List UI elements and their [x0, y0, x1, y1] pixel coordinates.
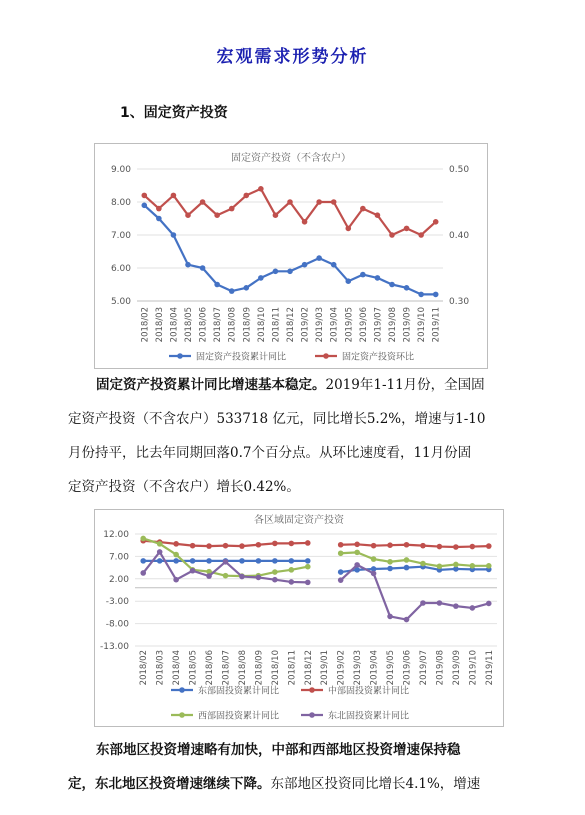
data-point — [173, 558, 179, 564]
y-tick-label: 12.00 — [103, 530, 129, 540]
chart-title: 固定资产投资（不含农户） — [231, 153, 351, 164]
data-point — [433, 219, 439, 225]
legend-marker — [179, 712, 185, 718]
x-tick-label: 2019/02 — [300, 307, 311, 343]
legend-label: 东北固投资累计同比 — [328, 711, 410, 722]
data-point — [157, 541, 163, 547]
y-tick-label: -13.00 — [99, 642, 129, 652]
data-point — [256, 575, 262, 581]
data-point — [404, 226, 410, 232]
data-point — [345, 226, 351, 232]
data-point — [387, 542, 393, 548]
legend-label: 固定资产投资累计同比 — [196, 352, 287, 363]
data-point — [331, 199, 337, 205]
data-point — [157, 558, 163, 564]
x-tick-label: 2019/06 — [402, 650, 413, 686]
data-point — [229, 288, 235, 294]
page-title: 宏观需求形势分析 — [216, 47, 369, 67]
data-point — [200, 265, 206, 271]
data-point — [272, 569, 278, 575]
x-tick-label: 2019/03 — [315, 307, 326, 343]
data-point — [420, 600, 426, 606]
x-tick-label: 2018/04 — [169, 307, 180, 343]
x-tick-label: 2018/03 — [154, 307, 165, 343]
data-point — [287, 199, 293, 205]
data-point — [171, 193, 177, 199]
data-point — [256, 542, 262, 548]
series-line-1 — [144, 205, 435, 294]
data-point — [157, 549, 163, 555]
legend-marker — [179, 687, 185, 693]
x-tick-label: 2019/06 — [358, 307, 369, 343]
data-point — [354, 550, 360, 556]
data-point — [433, 292, 439, 298]
data-point — [273, 212, 279, 218]
data-point — [354, 542, 360, 548]
data-point — [371, 543, 377, 549]
chart-regional-investment — [94, 509, 504, 727]
data-point — [404, 542, 410, 548]
x-tick-label: 2018/05 — [188, 650, 199, 686]
paragraph-1 — [68, 368, 528, 504]
data-point — [486, 601, 492, 607]
y2-tick-label: 0.30 — [449, 297, 470, 307]
para1-line2: 定资产投资（不含农户）533718 亿元，同比增长5.2%，增速与1-10 — [68, 411, 486, 427]
data-point — [331, 262, 337, 268]
x-tick-label: 2019/05 — [386, 650, 397, 686]
data-point — [190, 543, 196, 549]
data-point — [470, 605, 476, 611]
data-point — [486, 563, 492, 569]
x-tick-label: 2019/04 — [329, 307, 340, 343]
x-tick-label: 2018/06 — [205, 650, 216, 686]
y2-tick-label: 0.40 — [449, 231, 470, 241]
data-point — [243, 193, 249, 199]
data-point — [156, 206, 162, 212]
chart2-svg — [95, 510, 503, 726]
x-tick-label: 2019/11 — [431, 307, 442, 343]
data-point — [214, 212, 220, 218]
data-point — [387, 614, 393, 620]
data-point — [214, 282, 220, 288]
data-point — [360, 272, 366, 278]
data-point — [206, 573, 212, 579]
data-point — [453, 562, 459, 568]
data-point — [289, 579, 295, 585]
data-point — [338, 550, 344, 556]
data-point — [404, 285, 410, 291]
x-tick-label: 2019/02 — [336, 650, 347, 686]
data-point — [437, 600, 443, 606]
y-tick-label: -3.00 — [105, 597, 129, 608]
data-point — [206, 558, 212, 564]
y-tick-label: 6.00 — [110, 264, 131, 274]
x-tick-label: 2018/03 — [155, 650, 166, 686]
data-point — [173, 541, 179, 547]
data-point — [305, 580, 311, 586]
x-tick-label: 2018/05 — [184, 307, 194, 343]
legend-label: 西部固投资累计同比 — [198, 711, 280, 722]
data-point — [453, 603, 459, 609]
data-point — [243, 285, 249, 291]
x-tick-label: 2019/10 — [468, 650, 479, 686]
x-tick-label: 2019/09 — [451, 650, 462, 686]
data-point — [190, 568, 196, 574]
x-tick-label: 2018/12 — [286, 307, 296, 343]
data-point — [272, 558, 278, 564]
x-tick-label: 2019/07 — [373, 307, 384, 343]
data-point — [171, 232, 177, 238]
x-tick-label: 2018/10 — [256, 307, 267, 343]
data-point — [338, 542, 344, 548]
data-point — [239, 543, 245, 549]
x-tick-label: 2018/09 — [242, 307, 253, 343]
y-tick-label: 9.00 — [110, 165, 131, 175]
paragraph-2 — [68, 733, 528, 801]
data-point — [470, 563, 476, 569]
data-point — [185, 212, 191, 218]
data-point — [185, 262, 191, 268]
para1-line1: 2019年1-11月份，全国固 — [325, 377, 485, 393]
x-tick-label: 2019/07 — [418, 650, 429, 686]
chart-fixed-asset-investment — [94, 143, 488, 369]
x-tick-label: 2018/11 — [271, 307, 282, 343]
y-tick-label: 7.00 — [110, 231, 131, 241]
legend-marker — [177, 353, 183, 359]
x-tick-label: 2018/06 — [198, 307, 209, 343]
legend-marker — [323, 353, 329, 359]
data-point — [375, 212, 381, 218]
data-point — [272, 577, 278, 583]
section-heading: 1、固定资产投资 — [120, 105, 228, 121]
data-point — [420, 561, 426, 567]
data-point — [418, 232, 424, 238]
data-point — [140, 570, 146, 576]
data-point — [289, 558, 295, 564]
data-point — [404, 617, 410, 623]
data-point — [141, 193, 147, 199]
x-tick-label: 2018/02 — [140, 307, 151, 343]
y-tick-label: 8.00 — [110, 198, 131, 208]
x-tick-label: 2019/11 — [484, 650, 495, 686]
data-point — [302, 262, 308, 268]
x-tick-label: 2018/07 — [221, 650, 232, 686]
x-tick-label: 2018/10 — [270, 650, 281, 686]
x-tick-label: 2018/08 — [237, 650, 248, 686]
data-point — [289, 567, 295, 573]
data-point — [223, 543, 229, 549]
data-point — [404, 565, 410, 571]
data-point — [256, 558, 262, 564]
data-point — [418, 292, 424, 298]
series-line-2 — [341, 544, 489, 547]
data-point — [375, 275, 381, 281]
x-tick-label: 2018/08 — [227, 307, 238, 343]
data-point — [258, 275, 264, 281]
legend-marker — [309, 712, 315, 718]
legend-marker — [309, 687, 315, 693]
data-point — [141, 203, 147, 209]
data-point — [140, 536, 146, 542]
data-point — [354, 562, 360, 568]
data-point — [173, 577, 179, 583]
data-point — [229, 206, 235, 212]
data-point — [305, 558, 311, 564]
x-tick-label: 2019/09 — [402, 307, 413, 343]
y-tick-label: -8.00 — [105, 619, 129, 630]
x-tick-label: 2019/03 — [353, 650, 364, 686]
y-tick-label: 5.00 — [110, 297, 131, 307]
legend-label: 中部固投资累计同比 — [328, 686, 410, 697]
data-point — [316, 199, 322, 205]
data-point — [223, 559, 229, 565]
data-point — [486, 543, 492, 549]
x-tick-label: 2018/09 — [254, 650, 265, 686]
para1-line3: 月份持平，比去年同期回落0.7个百分点。从环比速度看，11月份固 — [68, 445, 472, 461]
legend-label: 东部固投资累计同比 — [198, 686, 280, 697]
data-point — [239, 558, 245, 564]
y-tick-label: 7.00 — [108, 552, 129, 563]
data-point — [316, 255, 322, 261]
series-line-2 — [144, 189, 435, 235]
para1-line4: 定资产投资（不含农户）增长0.42%。 — [68, 479, 300, 495]
data-point — [156, 216, 162, 222]
x-tick-label: 2018/12 — [303, 650, 314, 686]
data-point — [206, 543, 212, 549]
data-point — [305, 564, 311, 570]
para2-bold-line2: 定，东北地区投资增速继续下降。 — [68, 776, 271, 792]
x-tick-label: 2019/10 — [417, 307, 428, 343]
x-tick-label: 2019/05 — [344, 307, 355, 343]
data-point — [387, 559, 393, 565]
data-point — [404, 557, 410, 563]
data-point — [437, 544, 443, 550]
data-point — [338, 569, 344, 575]
data-point — [305, 540, 311, 546]
chart1-svg — [95, 144, 487, 368]
x-tick-label: 2018/04 — [172, 650, 183, 686]
data-point — [140, 558, 146, 564]
series-line-3 — [341, 552, 489, 566]
data-point — [258, 186, 264, 192]
y-tick-label: 2.00 — [108, 574, 129, 585]
series-line-4 — [341, 565, 489, 620]
data-point — [173, 552, 179, 558]
data-point — [420, 543, 426, 549]
legend-label: 固定资产投资环比 — [342, 352, 415, 363]
chart-title: 各区域固定资产投资 — [254, 515, 344, 526]
data-point — [389, 232, 395, 238]
data-point — [272, 541, 278, 547]
data-point — [302, 219, 308, 225]
data-point — [437, 563, 443, 569]
y2-tick-label: 0.50 — [449, 165, 470, 175]
data-point — [223, 573, 229, 579]
data-point — [338, 577, 344, 583]
data-point — [453, 544, 459, 550]
x-tick-label: 2018/07 — [213, 307, 224, 343]
data-point — [360, 206, 366, 212]
data-point — [289, 541, 295, 547]
para1-bold: 固定资产投资累计同比增速基本稳定。 — [96, 377, 326, 393]
data-point — [345, 278, 351, 284]
x-tick-label: 2019/01 — [320, 650, 331, 686]
data-point — [371, 571, 377, 577]
data-point — [190, 558, 196, 564]
x-tick-label: 2019/08 — [388, 307, 398, 343]
para2-bold-line1: 东部地区投资增速略有加快，中部和西部地区投资增速保持稳 — [96, 742, 461, 758]
data-point — [273, 269, 279, 275]
para2-tail: 东部地区投资同比增长4.1%，增速 — [270, 776, 481, 792]
x-tick-label: 2019/04 — [369, 650, 380, 686]
data-point — [371, 556, 377, 562]
data-point — [470, 544, 476, 550]
data-point — [239, 574, 245, 580]
data-point — [387, 566, 393, 572]
x-tick-label: 2018/11 — [287, 650, 298, 686]
data-point — [200, 199, 206, 205]
data-point — [389, 282, 395, 288]
x-tick-label: 2019/08 — [435, 650, 446, 686]
data-point — [287, 269, 293, 275]
x-tick-label: 2018/02 — [139, 650, 150, 686]
